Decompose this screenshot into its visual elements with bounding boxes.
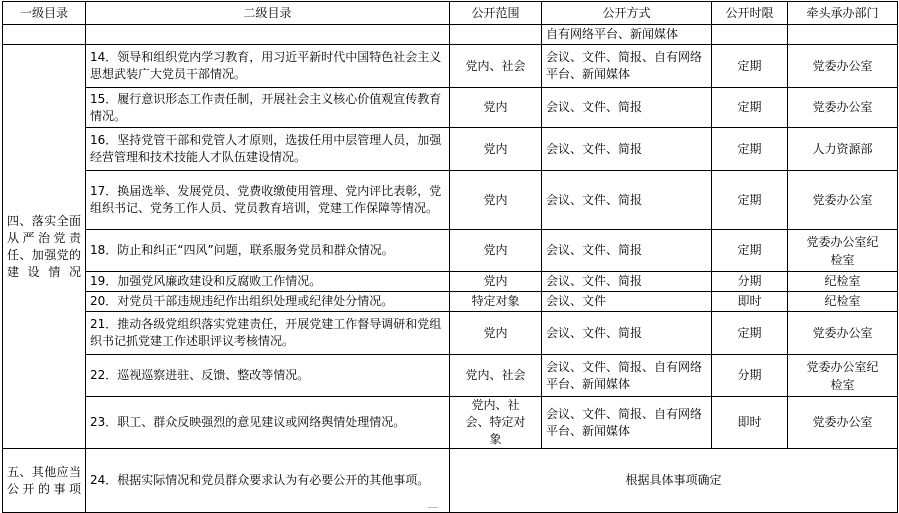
dept-cell: 党委办公室	[788, 397, 898, 449]
cell-empty	[712, 25, 788, 45]
item-text: 22．巡视巡察进驻、反馈、整改等情况。	[86, 355, 450, 397]
item-text: 19．加强党风廉政建设和反腐败工作情况。	[86, 272, 450, 292]
table-row	[3, 45, 898, 88]
method-cell: 会议、文件、简报、自有网络平台、新闻媒体	[542, 355, 712, 397]
item-text: 21．推动各级党组织落实党建责任，开展党建工作督导调研和党组织书记抓党建工作述职评议考核情况。	[86, 312, 450, 355]
scope-cell: 特定对象	[450, 292, 542, 312]
dept-cell: 纪检室	[788, 292, 898, 312]
method-cell: 会议、文件、简报	[542, 312, 712, 355]
method-cell: 会议、文件、简报、自有网络平台、新闻媒体	[542, 397, 712, 449]
table-row	[3, 171, 898, 230]
table-row	[3, 128, 898, 171]
table-row	[3, 272, 898, 292]
dept-cell: 党委办公室纪检室	[788, 230, 898, 272]
method-cell: 会议、文件、简报、自有网络平台、新闻媒体	[542, 45, 712, 88]
header-method: 公开方式	[542, 2, 712, 25]
cell-empty	[86, 25, 450, 45]
header-level1: 一级目录	[3, 2, 86, 25]
section5-label: 五、其他应当公开的事项	[3, 449, 86, 513]
section4-label: 四、落实全面从严治党责任、加强党的建设情况	[3, 45, 86, 449]
item-text: 17．换届选举、发展党员、党费收缴使用管理、党内评比表彰，党组织书记、党务工作人员、党员教育培训，党建工作保障等情况。	[86, 171, 450, 230]
item-text: 16．坚持党管干部和党管人才原则，选拔任用中层管理人员，加强经营管理和技术技能人才队伍建设情况。	[86, 128, 450, 171]
header-scope: 公开范围	[450, 2, 542, 25]
item-text: 20．对党员干部违规违纪作出组织处理或纪律处分情况。	[86, 292, 450, 312]
period-cell: 定期	[712, 230, 788, 272]
table-row	[3, 292, 898, 312]
dept-cell: 党委办公室	[788, 45, 898, 88]
table-row	[3, 397, 898, 449]
header-dept: 牵头承办部门	[788, 2, 898, 25]
scope-cell: 党内	[450, 128, 542, 171]
method-cell: 会议、文件、简报	[542, 230, 712, 272]
period-cell: 定期	[712, 171, 788, 230]
method-cell: 会议、文件	[542, 292, 712, 312]
item-text: 23．职工、群众反映强烈的意见建议或网络舆情处理情况。	[86, 397, 450, 449]
period-cell: 即时	[712, 397, 788, 449]
scope-cell: 党内、社会	[450, 45, 542, 88]
scope-cell: 党内	[450, 171, 542, 230]
table-row	[3, 449, 898, 513]
scope-cell: 党内	[450, 88, 542, 128]
period-cell: 定期	[712, 88, 788, 128]
table-row	[3, 230, 898, 272]
dept-cell: 人力资源部	[788, 128, 898, 171]
cell-empty	[788, 25, 898, 45]
scope-cell: 党内	[450, 230, 542, 272]
item-text: 24．根据实际情况和党员群众要求认为有必要公开的其他事项。	[86, 449, 450, 513]
page-edge-mark	[428, 507, 438, 508]
disclosure-table	[2, 1, 898, 513]
period-cell: 定期	[712, 128, 788, 171]
cell-empty	[450, 25, 542, 45]
merged-note: 根据具体事项确定	[450, 449, 898, 513]
scope-cell: 党内、社会、特定对象	[450, 397, 542, 449]
cell-empty	[3, 25, 86, 45]
header-period: 公开时限	[712, 2, 788, 25]
period-cell: 即时	[712, 292, 788, 312]
header-level2: 二级目录	[86, 2, 450, 25]
dept-cell: 党委办公室	[788, 88, 898, 128]
period-cell: 分期	[712, 355, 788, 397]
method-cell: 会议、文件、简报	[542, 171, 712, 230]
table-row	[3, 355, 898, 397]
method-cell: 会议、文件、简报	[542, 272, 712, 292]
continuation-row	[3, 25, 898, 45]
period-cell: 分期	[712, 272, 788, 292]
dept-cell: 党委办公室	[788, 171, 898, 230]
method-cell: 会议、文件、简报	[542, 128, 712, 171]
period-cell: 定期	[712, 312, 788, 355]
header-row	[3, 2, 898, 25]
dept-cell: 党委办公室	[788, 312, 898, 355]
dept-cell: 纪检室	[788, 272, 898, 292]
scope-cell: 党内	[450, 312, 542, 355]
item-text: 14．领导和组织党内学习教育，用习近平新时代中国特色社会主义思想武装广大党员干部情况。	[86, 45, 450, 88]
scope-cell: 党内、社会	[450, 355, 542, 397]
table-row	[3, 312, 898, 355]
method-cell: 会议、文件、简报	[542, 88, 712, 128]
scope-cell: 党内	[450, 272, 542, 292]
table-row	[3, 88, 898, 128]
cell-method: 自有网络平台、新闻媒体	[542, 25, 712, 45]
item-text: 18．防止和纠正“四风”问题，联系服务党员和群众情况。	[86, 230, 450, 272]
item-text: 15．履行意识形态工作责任制，开展社会主义核心价值观宣传教育情况。	[86, 88, 450, 128]
dept-cell: 党委办公室纪检室	[788, 355, 898, 397]
period-cell: 定期	[712, 45, 788, 88]
